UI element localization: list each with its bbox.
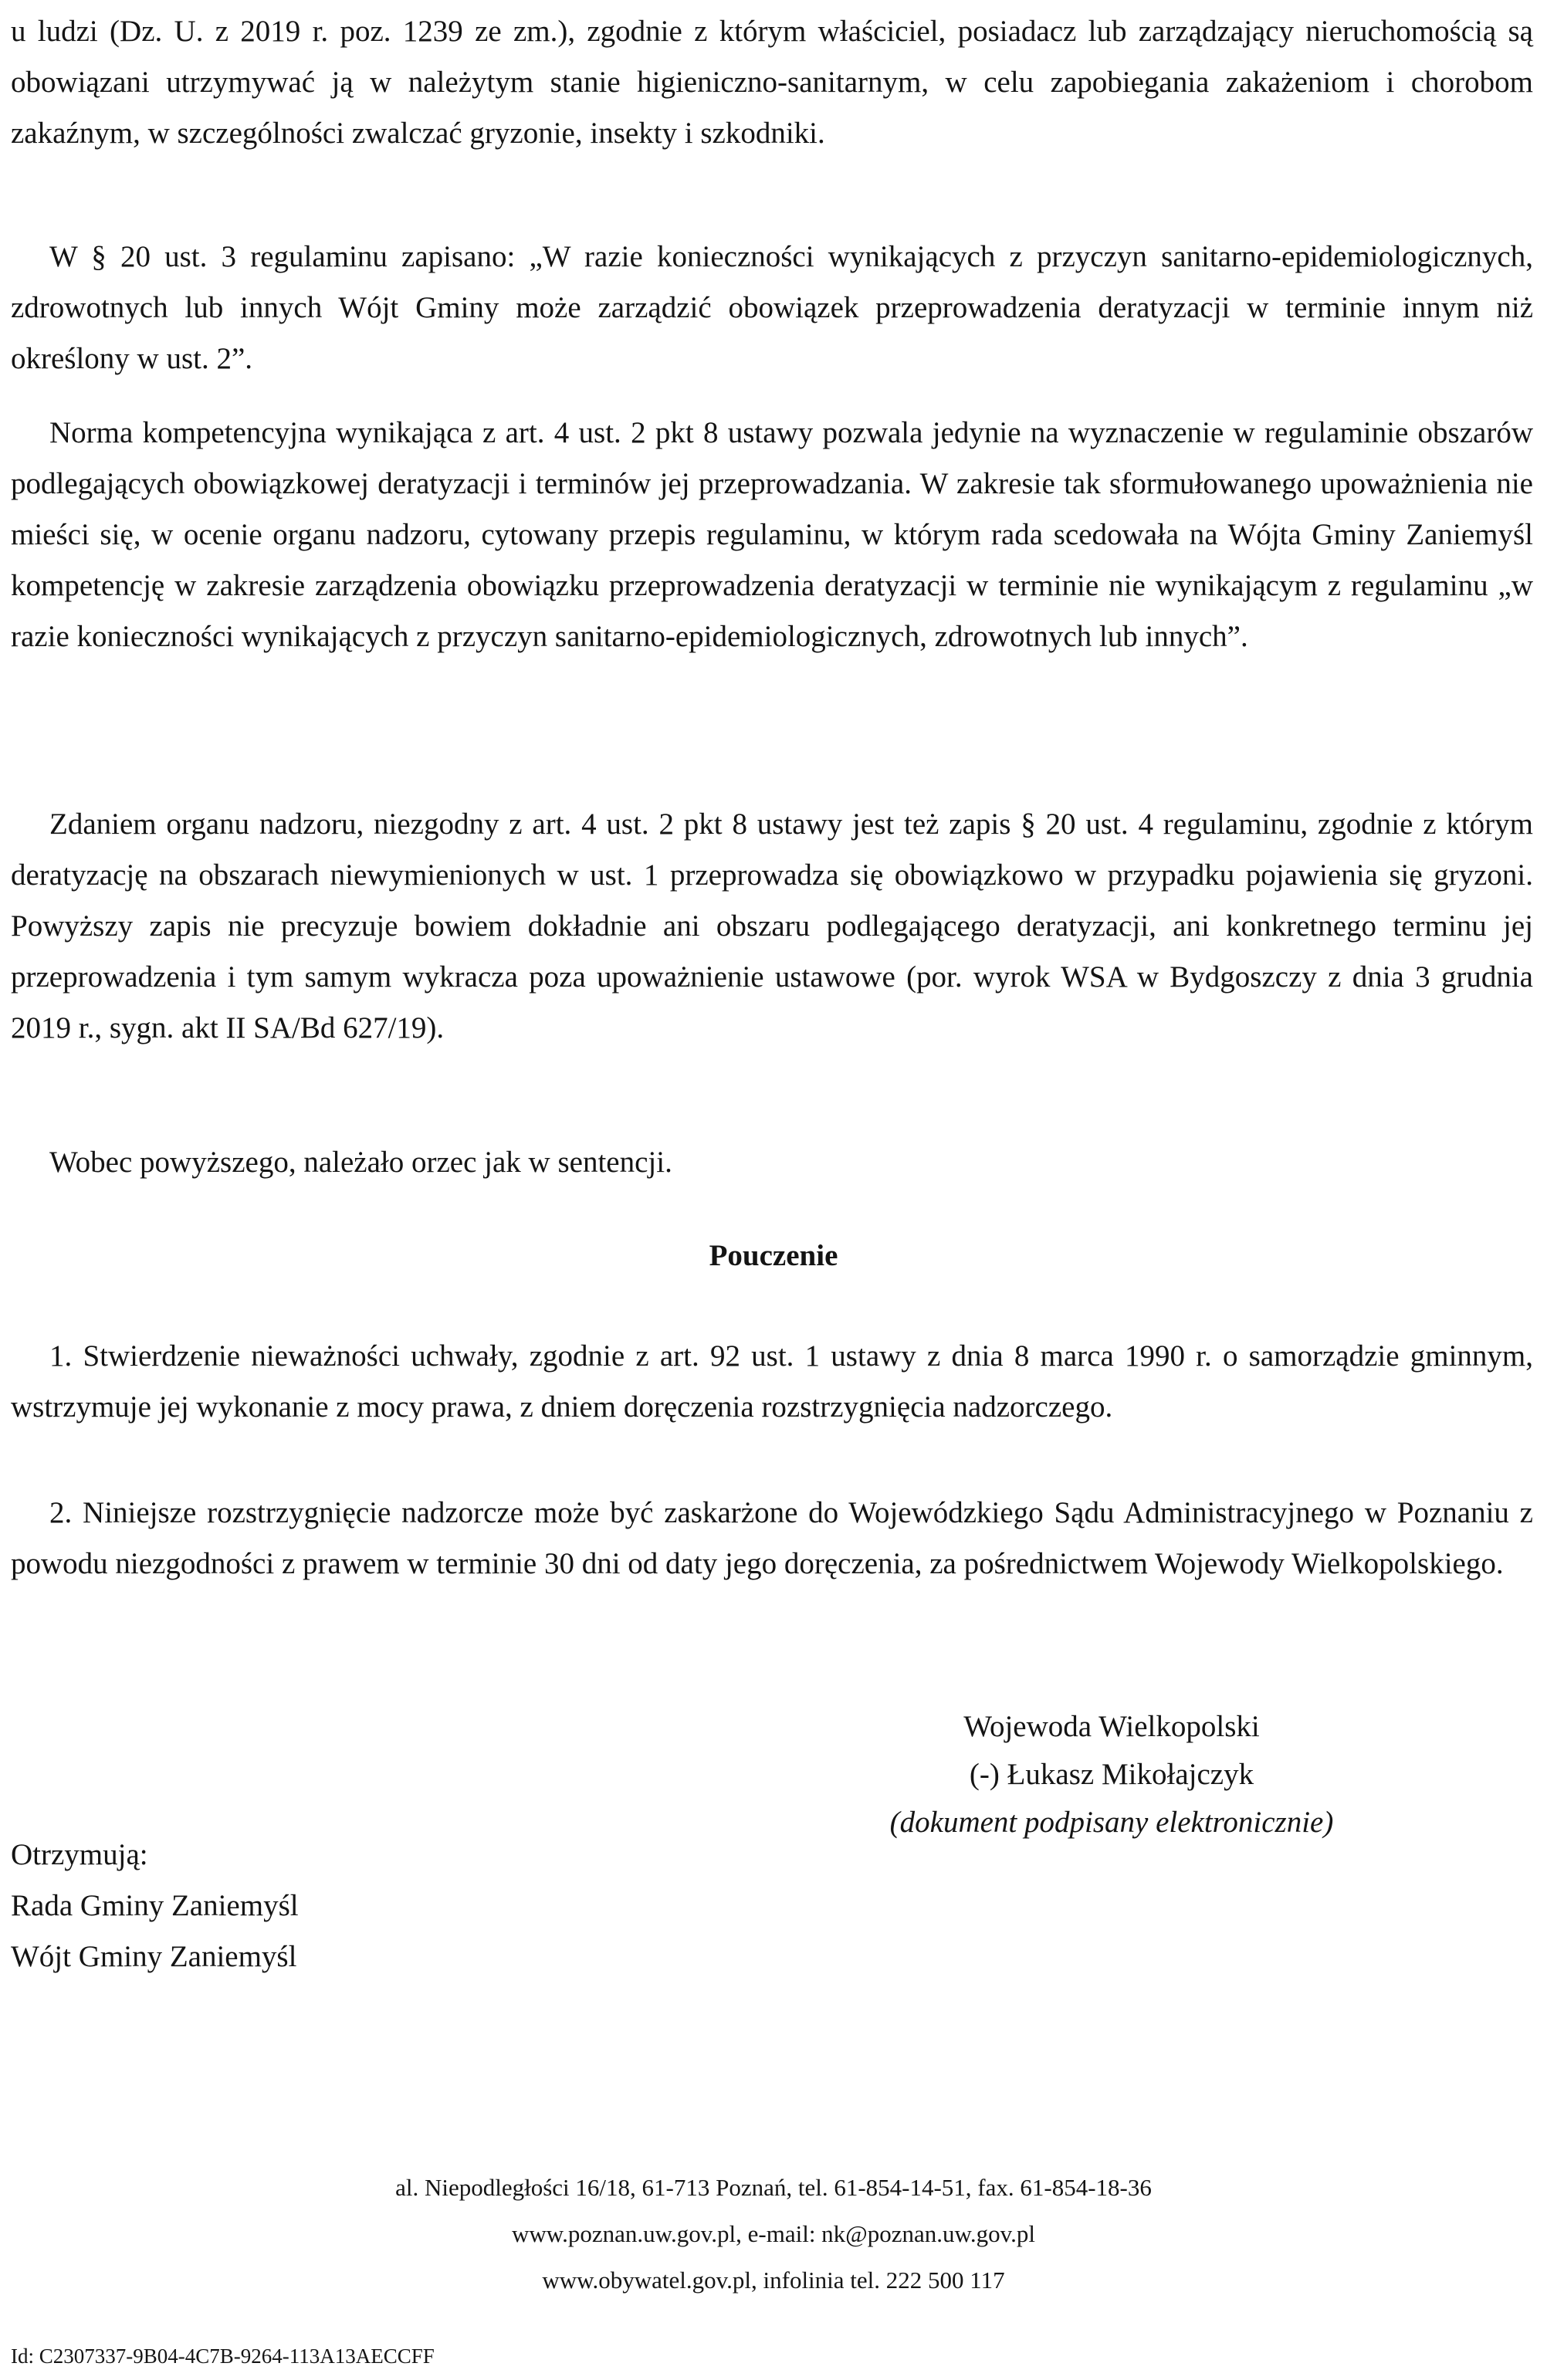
signatory-name: (-) Łukasz Mikołajczyk [969, 1758, 1254, 1791]
signature-block [818, 1703, 1405, 1847]
recipients-block [11, 1830, 299, 1982]
pouczenie-item-1: 1. Stwierdzenie nieważności uchwały, zgodnie z art. 92 ust. 1 ustawy z dnia 8 marca 1990 r. o samorządzie gminnym, wstrzymuje jej wykonanie z mocy prawa, z dniem doręczenia rozstrzygnięcia nadzorczego. [11, 1339, 1533, 1424]
paragraph-regulation-quote: W § 20 ust. 3 regulaminu zapisano: „W razie konieczności wynikających z przyczyn sanitarno-epidemiologicznych, zdrowotnych lub innych Wójt Gminy może zarządzić obowiązek przeprowadzenia deratyzacji w terminie innym niż określony w ust. 2”. [11, 240, 1533, 375]
pouczenie-heading: Pouczenie [709, 1239, 838, 1272]
pouczenie-item-2: 2. Niniejsze rozstrzygnięcie nadzorcze może być zaskarżone do Wojewódzkiego Sądu Administracyjnego w Poznaniu z powodu niezgodności z prawem w terminie 30 dni od daty jego doręczenia, za pośrednictwem Wojewody Wielkopolskiego. [11, 1496, 1533, 1580]
paragraph-legal-basis: u ludzi (Dz. U. z 2019 r. poz. 1239 ze zm.), zgodnie z którym właściciel, posiadacz lub zarządzający nieruchomością są obowiązani utrzymywać ją w należytym stanie higieniczno-sanitarnym, w celu zapobiegania zakażeniom i chorobom zakaźnym, w szczególności zwalczać gryzonie, insekty i szkodniki. [11, 15, 1533, 150]
paragraph-competence-norm: Norma kompetencyjna wynikająca z art. 4 ust. 2 pkt 8 ustawy pozwala jedynie na wyznaczenie w regulaminie obszarów podlegających obowiązkowej deratyzacji i terminów jej przeprowadzania. W zakresie tak sformułowanego upoważnienia nie mieści się, w ocenie organu nadzoru, cytowany przepis regulaminu, w którym rada scedowała na Wójta Gminy Zaniemyśl kompetencję w zakresie zarządzenia obowiązku przeprowadzenia deratyzacji w terminie nie wynikającym z regulaminu „w razie konieczności wynikających z przyczyn sanitarno-epidemiologicznych, zdrowotnych lub innych”. [11, 416, 1533, 653]
recipient-item: Wójt Gminy Zaniemyśl [11, 1940, 297, 1973]
recipient-item: Rada Gminy Zaniemyśl [11, 1889, 299, 1922]
footer-web-email: www.poznan.uw.gov.pl, e-mail: nk@poznan.uw.gov.pl [512, 2220, 1035, 2247]
recipients-label: Otrzymują: [11, 1838, 148, 1871]
signatory-title: Wojewoda Wielkopolski [963, 1710, 1260, 1743]
footer-address: al. Niepodległości 16/18, 61-713 Poznań, tel. 61-854-14-51, fax. 61-854-18-36 [395, 2174, 1152, 2201]
paragraph-supervisory-opinion: Zdaniem organu nadzoru, niezgodny z art. 4 ust. 2 pkt 8 ustawy jest też zapis § 20 ust. 4 regulaminu, zgodnie z którym deratyzację na obszarach niewymienionych w ust. 1 przeprowadza się obowiązkowo w przypadku pojawienia się gryzoni. Powyższy zapis nie precyzuje bowiem dokładnie ani obszaru podlegającego deratyzacji, ani konkretnego terminu jej przeprowadzenia i tym samym wykracza poza upoważnienie ustawowe (por. wyrok WSA w Bydgoszczy z dnia 3 grudnia 2019 r., sygn. akt II SA/Bd 627/19). [11, 807, 1533, 1044]
paragraph-conclusion: Wobec powyższego, należało orzec jak w sentencji. [49, 1146, 672, 1179]
signature-note: (dokument podpisany elektronicznie) [889, 1806, 1334, 1839]
document-id: Id: C2307337-9B04-4C7B-9264-113A13AECCFF [11, 2344, 435, 2368]
footer-obywatel: www.obywatel.gov.pl, infolinia tel. 222 500 117 [542, 2267, 1005, 2294]
footer-contact [0, 2165, 1547, 2304]
